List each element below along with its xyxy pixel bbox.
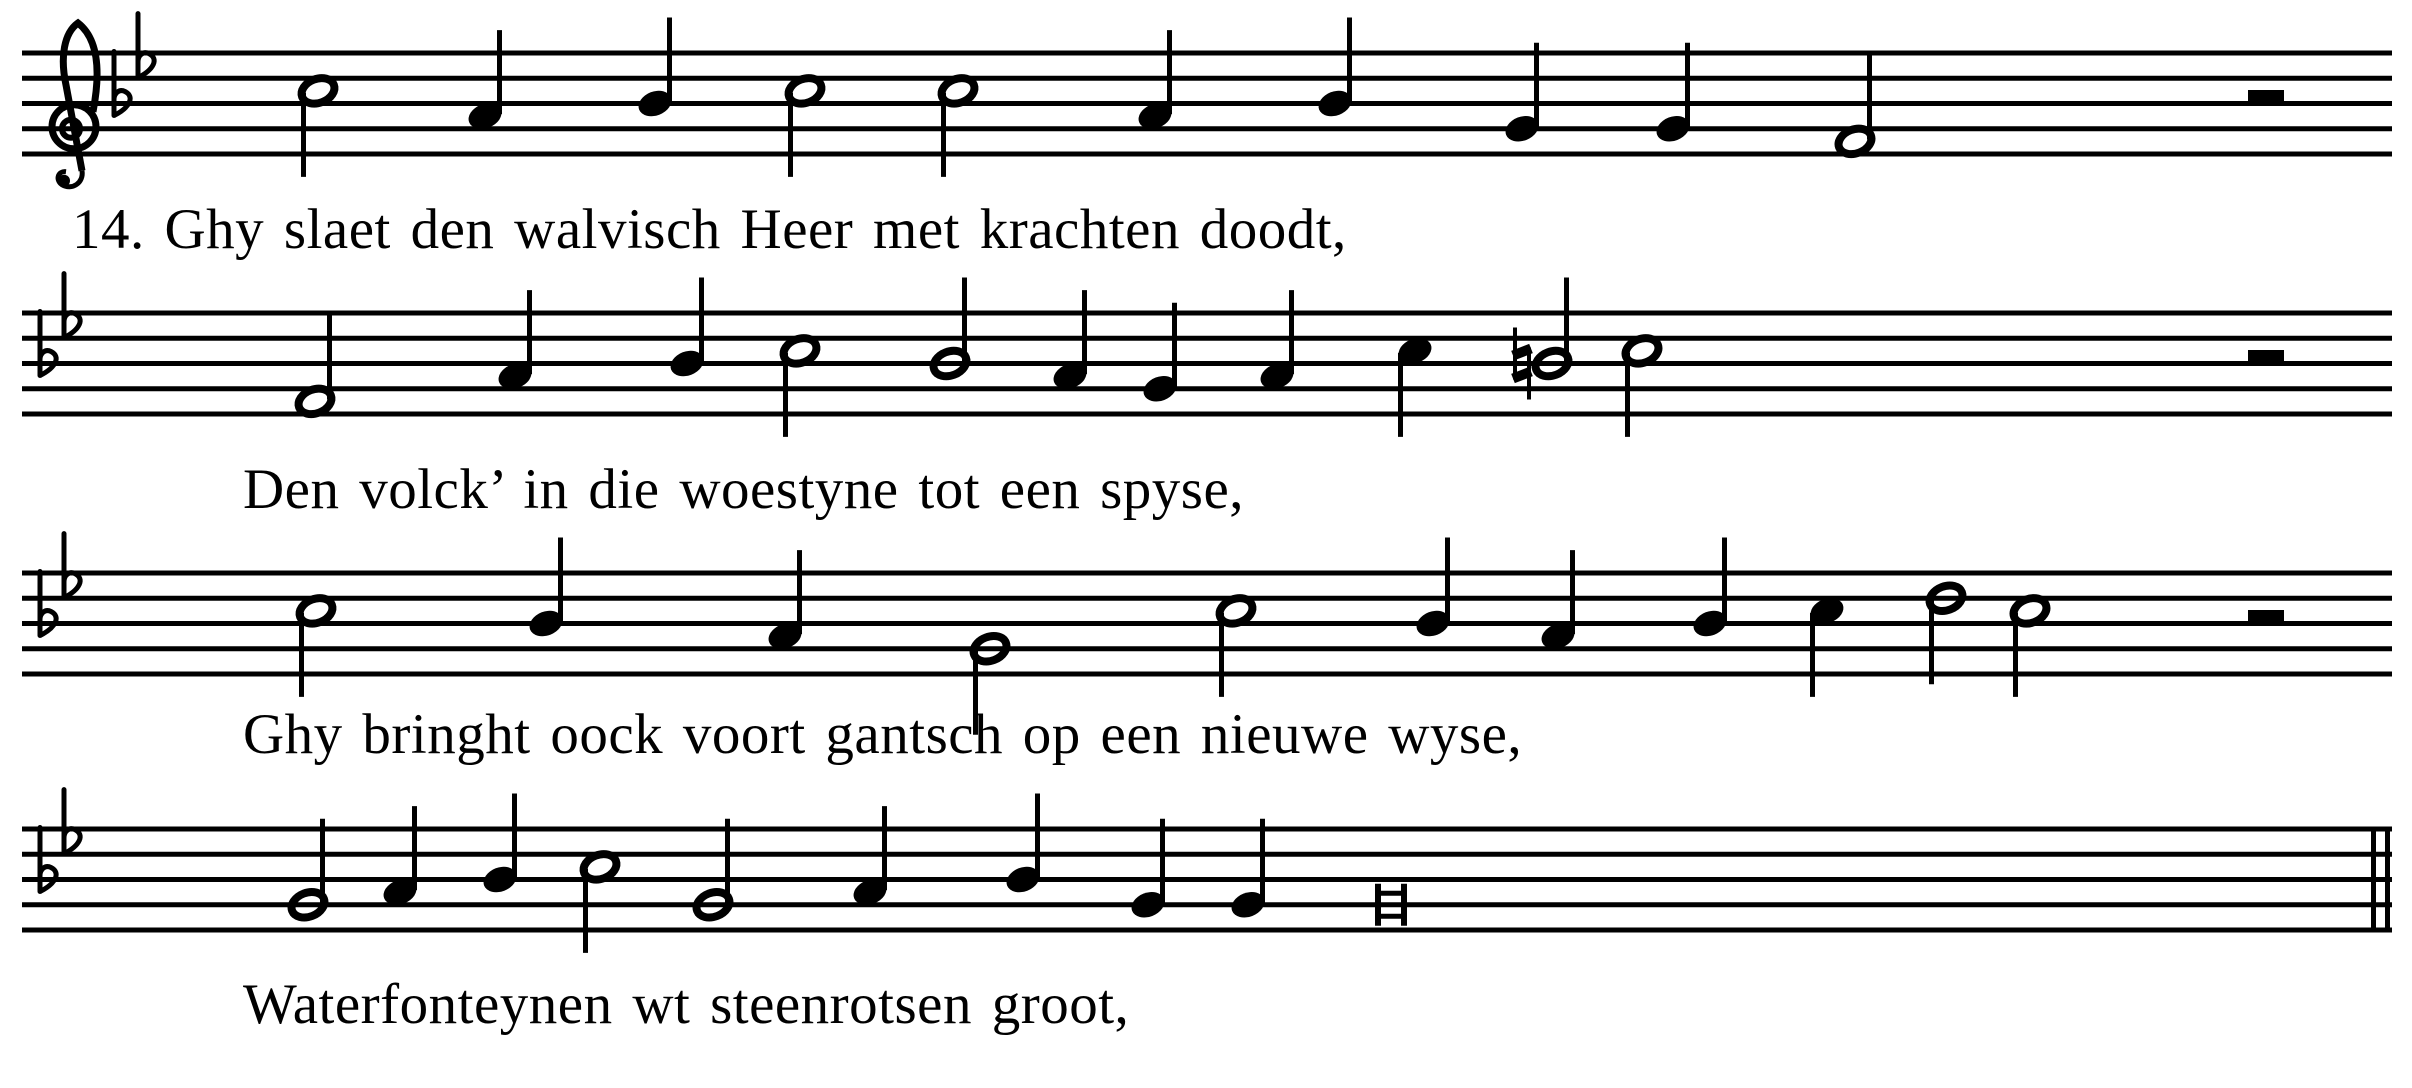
treble-clef-icon (58, 175, 70, 187)
note-stem (1867, 55, 1872, 139)
note-stem (1722, 538, 1727, 622)
note-stem (1035, 794, 1040, 878)
note-stem (512, 794, 517, 878)
note-stem (699, 278, 704, 362)
note-stem (412, 806, 417, 890)
staff-line (22, 51, 2392, 56)
note-stem (583, 869, 588, 953)
note-stem (797, 550, 802, 634)
note-stem (1082, 290, 1087, 374)
half-rest (2248, 350, 2284, 361)
staff-line (22, 126, 2392, 131)
staff-line (22, 412, 2392, 417)
note-stem (299, 613, 304, 697)
lyric-line-3: Ghy bringht oock voort gantsch op een nieuwe wyse, (243, 703, 1523, 766)
staff-line (22, 827, 2392, 832)
note-stem (788, 93, 793, 177)
lyric-line-4: Waterfonteynen wt steenrotsen groot, (243, 973, 1130, 1036)
half-rest (2248, 90, 2284, 101)
note-stem (882, 806, 887, 890)
note-stem (1810, 613, 1815, 697)
staff-line (22, 152, 2392, 157)
staff-line (22, 571, 2392, 576)
note-stem (497, 30, 502, 114)
note-stem (1564, 278, 1569, 362)
note-stem (1347, 18, 1352, 102)
note-stem (1398, 353, 1403, 437)
staff-line (22, 928, 2392, 933)
note-stem (783, 353, 788, 437)
note-stem (327, 315, 332, 399)
note-G4-breve (1375, 891, 1407, 896)
half-rest (2248, 610, 2284, 621)
staff-line (22, 76, 2392, 81)
final-double-barline (2371, 827, 2376, 932)
note-stem (1219, 613, 1224, 697)
note-G4-breve (1401, 884, 1407, 926)
note-stem (558, 538, 563, 622)
note-stem (1172, 303, 1177, 387)
note-stem (725, 819, 730, 903)
final-double-barline (2385, 827, 2390, 932)
staff-line (22, 646, 2392, 651)
note-stem (1445, 538, 1450, 622)
note-stem (962, 278, 967, 362)
note-stem (1685, 43, 1690, 127)
staff-line (22, 877, 2392, 882)
staff-line (22, 852, 2392, 857)
note-stem (941, 93, 946, 177)
natural-sign-icon (1513, 372, 1531, 379)
note-stem (1570, 550, 1575, 634)
note-stem (1160, 819, 1165, 903)
natural-sign-icon (1513, 349, 1531, 356)
staff-line (22, 386, 2392, 391)
note-G4-breve (1375, 884, 1381, 926)
staff-line (22, 336, 2392, 341)
note-stem (1289, 290, 1294, 374)
staff-line (22, 101, 2392, 106)
staff-line (22, 311, 2392, 316)
staff-line (22, 902, 2392, 907)
note-stem (320, 819, 325, 903)
lyric-line-2: Den volck’ in die woestyne tot een spyse, (243, 458, 1245, 521)
note-stem (1260, 819, 1265, 903)
note-stem (301, 93, 306, 177)
note-stem (2013, 613, 2018, 697)
note-G4-breve (1375, 914, 1407, 919)
staff-line (22, 672, 2392, 677)
note-stem (1929, 600, 1934, 684)
staff-line (22, 361, 2392, 366)
note-stem (527, 290, 532, 374)
lyric-line-1: 14. Ghy slaet den walvisch Heer met krachten doodt, (72, 198, 1347, 261)
note-stem (1625, 353, 1630, 437)
note-stem (667, 18, 672, 102)
note-stem (1167, 30, 1172, 114)
note-stem (1534, 43, 1539, 127)
